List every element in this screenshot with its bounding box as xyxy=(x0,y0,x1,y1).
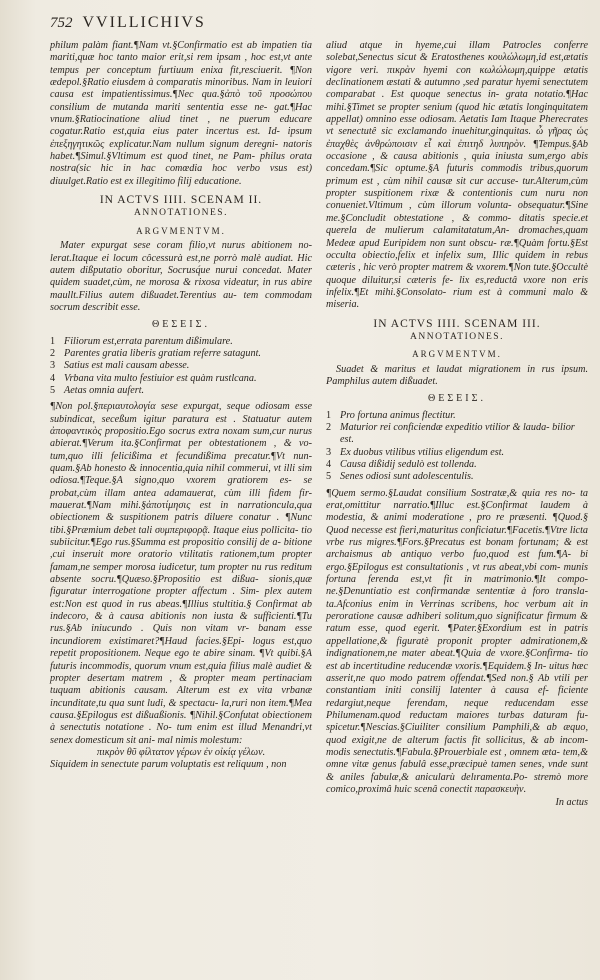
text-line: ¶Non ædepol.§Ratio eiusdem à comparatis minoribus. xyxy=(50,64,312,89)
text-line: sionis,quæ figuratur interrogatione propter affectum . Sim- xyxy=(50,574,312,598)
text-line: banam esse incundiorem existimaret?¶Haud facies.§Epi- xyxy=(50,623,312,647)
thesis-text: Senes odiosi sunt adolescentulis. xyxy=(340,471,474,483)
text-line: Nam in leuiori causa est impatientissimus.¶Nec qua.§ἀπὸ xyxy=(50,77,312,101)
text-line: subindicat, seceßum igitur paratura est . Statuatur autem xyxy=(50,413,312,425)
thesis-item xyxy=(50,373,312,385)
text-line: ipsum ἐπεξηγητικῶς explicatur.Nam nullum signum deregni- xyxy=(50,126,312,150)
thesis-text: Pro fortuna animus flectitur. xyxy=(340,409,456,421)
thesis-item xyxy=(50,348,312,360)
text-line: quam.§Ab honesto & innocentia,quia nihil commerui, vt xyxy=(50,463,284,474)
thesis-item xyxy=(326,447,588,459)
text-line: Mater quidem suadet,cùm, ne morosa & rixosa videatur, xyxy=(50,264,312,289)
text-line: tio est ab incertitudine reducendæ vxoris.¶Equidem.§ In- xyxy=(326,648,588,672)
text-line: Suadet & maritus et laudat migrationem in rus ipsum. xyxy=(336,363,588,375)
text-line: τοῦ προσώπου consilium de mutanda mariti sententia esse ne- xyxy=(50,89,312,113)
text-line: ¶Quem sermo.§Laudat consilium Sostratæ,& quia res no- xyxy=(326,487,581,499)
thesis-text: Ex duobus vtilibus vtilius eligendum est. xyxy=(340,446,505,458)
text-line: tem,& omne vitæ genus fabulâ esse,præcipuè tamen senes, xyxy=(326,746,588,771)
text-line: est) diuulget.Ratio est ex illegitimo filij educatione. xyxy=(50,163,312,187)
text-line: ¶Tempus.§Ab occasione , & causa abitionis , quia iniusta xyxy=(326,138,588,163)
thesis-text: Causa dißidij sedulò est tollenda. xyxy=(340,459,477,470)
text-line: vxorem.¶Non tute.§Occultè quoque diluitur,si cæteris fe- xyxy=(326,262,588,286)
thesis-item xyxy=(50,385,312,397)
argumentum-block xyxy=(326,364,588,389)
text-line: modis senectutis.¶Fabula.§Prouerbiale est , omnem æta- xyxy=(326,746,563,758)
text-line: licta vrbe rus migres.¶Fors.§Precatus est bonam fortunam; xyxy=(326,524,588,549)
text-line: Ab vtili per constantiam initi consilij latenter à causa ef- xyxy=(326,672,588,697)
text-line: filius malè audiet & propter desertam matrem , & propter xyxy=(50,660,312,684)
text-line: Confirmat ab indecoro, & à causa abitionis non iusta & xyxy=(50,598,312,623)
text-line: peroratione causæ adhiberi solitum,quo significatur firmum xyxy=(326,611,581,623)
argumentum-block xyxy=(50,240,312,314)
text-line: stremò more comico,proximâ huic scenâ conectit παρασκευὴν. xyxy=(326,771,588,795)
argumentum-paragraph xyxy=(50,240,312,314)
text-line: ditatis specie.et querela de mulierum calamitatatum,An- xyxy=(326,212,588,237)
text-line: natoris habet.¶Simul.§Vltimum est quod tinet, ne Pam- xyxy=(50,138,312,163)
text-line: in rus abire maullt.Filius autem dißuadet.Terentius au- xyxy=(50,277,312,301)
text-line: tribus,quorum primum est , cùm nihil causæ sit cur accuse- xyxy=(326,163,588,187)
folio-number: 752 xyxy=(50,15,73,31)
text-line: munis fortuna ferenda est,vt fit in matrimonio.¶It compo- xyxy=(326,561,588,586)
thesis-text: Parentes gratia liberis gratiam referre satagunt. xyxy=(64,347,261,359)
text-line: logus est,quo repetit propositionem. Neque ego te abire sinam. xyxy=(50,635,312,660)
text-line: obiectionem & suspitionem patris diluere conatur . ¶Nunc xyxy=(50,512,312,524)
thesis-number: 5 xyxy=(50,384,56,396)
thesis-item xyxy=(50,336,312,348)
annotationes-heading: ANNOTATIONES. xyxy=(134,208,228,219)
thesis-text: Vrbana vita multo festiuior est quàm rustlcana. xyxy=(64,372,257,384)
text-line: cum nuru non conueniet.Vltimum , cùm illorum volunta- xyxy=(326,188,589,212)
text-line: appellatione,& figuratè proponit propter admirationem,& xyxy=(326,635,588,647)
thesis-item xyxy=(326,471,588,483)
text-line: sicut & Eratosthenes κουλώλωμη,id est,ætatis vigore veri. πικρὰν hyemi con xyxy=(326,52,588,76)
left-column xyxy=(50,40,312,810)
commentary-paragraph xyxy=(326,488,588,797)
thesis-text: Filiorum est,errata parentum dißimulare. xyxy=(64,335,233,347)
greek-quotation: πικρὸν θῦ φίλτατον γέρων ἐν οἰκίᾳ γέλων. xyxy=(96,746,266,758)
commentary-paragraph xyxy=(326,40,588,312)
text-line: ne.§Denuntiatio est confirmandæ sententiæ à foro transla- xyxy=(326,586,588,598)
text-line: ta.Afconius enim in Verrinas scribens, hoc verbum ait in xyxy=(326,598,588,610)
running-head: VVILLICHIVS xyxy=(82,14,206,31)
thesis-item xyxy=(326,459,588,471)
text-line: tibi.§Præmium debet tali συμπεριφορᾷ. Itaque eius pollicita- xyxy=(50,524,302,536)
text-line: sum,ergo abis concedam.¶Sic optume.§A futuris commodis xyxy=(326,151,588,175)
page-header xyxy=(50,14,588,38)
text-line: sufficienti.¶Tu rus.§Ab iniucundo . Quis non vitam vr- xyxy=(50,611,312,635)
text-line: ὦ γῆρας ὡς ἐπαχθὲς ἀνθρώποισιν εἶ καὶ ἐπιτηδ λυπηρὸν. xyxy=(326,126,588,150)
text-line: la,ruri non item.¶Mea causa.§Epilogus est dißuaßionis. xyxy=(50,697,313,721)
text-line: aliud atque in hyeme,cui illam Patrocles conferre solebat,Senectus xyxy=(326,40,588,64)
text-line: Hic autem dißputatio oboritur, Socrusq́ue nurui concedat. xyxy=(50,252,312,276)
text-line: ræ.¶Quàm fortu.§Est occulta obiectio,felix et infelix sum, xyxy=(326,237,588,261)
right-column xyxy=(326,40,588,810)
text-line: ficiente redargiut,neque ferendam, neque reducendam esse xyxy=(326,685,588,709)
text-line: educare cogatur.Ratio est,quia eius pater incertus est. Id- xyxy=(50,114,312,138)
text-line: vnde sunt & aniles fabulæ,& anicularù delıramenta.Po- xyxy=(326,759,588,783)
text-line: ta erat,omittitur narratio.¶Illuc est.§Confirmat laudem à xyxy=(326,487,588,512)
thesis-number: 2 xyxy=(326,421,332,433)
text-line: dromaches,quam Medeæ apud Euripidem non sunt obscu- xyxy=(326,225,588,249)
thesis-text: Maturior rei conficiendæ expeditio vtilior & lauda- bilior est. xyxy=(340,421,575,446)
thesis-number: 4 xyxy=(326,459,332,470)
text-line: ¶Non pol.§περιαυτολογία sese expurgat, seque odiosam esse xyxy=(50,401,312,413)
text-line: uitus hæc asserit,ne quo modo patrem offendat.¶Sed non.§ xyxy=(326,660,588,684)
thesis-item xyxy=(326,410,588,422)
thesis-text: Satius est mali causam abesse. xyxy=(64,360,190,372)
thesis-number: 5 xyxy=(326,471,332,483)
text-line: grata notatio.¶Hac mihi.§Timet se propter senium (quod xyxy=(326,89,588,113)
text-line: meam pertinaciam tuquam abitionis causam. Alterum est xyxy=(50,672,313,697)
text-line: lerat.Itaque ei locum côcessurà est,ne porrò malè audiat. xyxy=(50,252,298,264)
text-line: Pamphilus autem dißuadet. xyxy=(326,375,438,387)
thesis-number: 3 xyxy=(326,446,332,458)
text-line: ex vita vrbanæ incunditate,tu qua sunt ludi, & spectacu- xyxy=(50,685,312,709)
text-line: rus reditum absente socru.¶Quæso.§Propositio est dißua- xyxy=(50,561,312,586)
thesis-number: 1 xyxy=(50,335,56,347)
text-line: indignationem,ne mater abeat.¶Quia de vxore.§Confirma- xyxy=(326,648,578,660)
text-line: ¶Vt quibi.§A futuris incommodis, quorum vnum est,quia xyxy=(50,648,312,672)
text-line: & est archaismus ab antiquo verbo fuo,quod est fum.¶A- xyxy=(326,537,589,561)
text-line: Quod necesse est fieri,maturitus conficiatur.¶Facetis.¶Vtre xyxy=(326,524,570,536)
text-line: modestia, & animi moderatione , pro re præsenti. ¶Quod.§ xyxy=(326,512,588,524)
text-line: rium est à communi malo & miseria. xyxy=(326,286,589,311)
thesis-list xyxy=(326,410,588,484)
text-line: mauerat.¶Nam mihi.§ἀποτίμησις est in narrationcula,qua xyxy=(50,500,312,512)
text-line: se probat,cùm illam antea adamauerat, cùm illi fidem fir- xyxy=(50,475,312,499)
text-line: hic ætatis longinquitatem appellat) omnino esse odiosam. Aetatis Iam xyxy=(326,101,588,126)
text-line: ἀποφαντικὸς propositio.Ego socrus extra noxam sum,cur nurus xyxy=(50,425,312,437)
text-line: lix es,reductâ vxore non eris infelix.¶Et mihi.§Consolato- xyxy=(326,274,588,298)
text-line: Mater expurgat sese coram filio,vt nurus abitionem no- xyxy=(60,240,312,252)
text-line: Itaque Pherecrates vt senectutê sic exclamando inuehitur,ginquitas. xyxy=(326,114,588,138)
text-line: κωλώλωμη,quippe ætatis declinationem æstati & autumno ,sed paratur xyxy=(326,64,588,89)
text-line: hyemi senectutem comparabat . Est quoque senectus in- xyxy=(326,77,588,101)
text-line: philus orata nostra(sic hic in hac comœdia hoc verbo vsus xyxy=(50,151,312,175)
text-line: tum enim est illud Menandri,vt senex domesticum sit ani- xyxy=(50,722,312,746)
text-line: obsequatur.¶Sine me.§Concludit obtestatione , & commo- xyxy=(326,200,588,224)
text-line: illi sim odiosa.¶Teque.§A signo,quo vxorem gratiorem es- xyxy=(50,463,312,487)
text-line: tem commodam socrum describit esse. xyxy=(50,289,312,313)
text-line: tur.Alterum,cùm propter suspitionem rixæ & contentionis xyxy=(326,175,588,200)
text-line: gat.¶Hac vnum.§Ratiocinatione aliud tinet , ne puerum xyxy=(50,101,312,126)
scene-heading: IN ACTVS IIII. SCENAM III. xyxy=(373,317,541,330)
text-line: quod exigit,ne de alterum factis fit sollicitus, & ab incom- xyxy=(326,734,588,746)
text-line: abierat.¶Verum ita.§Confirmat per obtestationem , & vo- xyxy=(50,438,312,450)
argumentum-paragraph xyxy=(326,364,588,389)
text-line: Illic quidem in rebus cæteris , hic verò propter matrem & xyxy=(326,249,588,274)
thesis-number: 3 xyxy=(50,360,56,372)
text-line: spicetur.¶Nescias.§Ciuiliter consilium Pamphili,& ab æquo, xyxy=(326,722,588,734)
text-line: & ratum esse, quod egerit. ¶Pater.§Exordium est in patris xyxy=(326,611,588,635)
thesis-number: 4 xyxy=(50,372,56,384)
commentary-paragraph xyxy=(50,759,312,771)
thesis-text: Aetas omnia aufert. xyxy=(64,384,145,396)
argumentum-heading: ARGVMENTVM. xyxy=(412,349,502,360)
text-line: ¶Nihil.§Confutat obiectionem à senectutis notatione . No- xyxy=(50,709,312,734)
thesis-number: 1 xyxy=(326,409,332,421)
thesis-list xyxy=(50,336,312,398)
text-line: ante tempus per conceptum furtiuum enixa fit,resciuerit. xyxy=(50,52,312,76)
text-line: plex autem est:Non est quod in rus abeas.¶Illius stultitia.§ xyxy=(50,586,312,610)
text-line: philum palàm fiant.¶Nam vt.§Confirmatio est ab impatien xyxy=(50,40,302,51)
thesis-item xyxy=(326,422,588,447)
commentary-paragraph xyxy=(50,40,312,188)
argumentum-heading: ARGVMENTVM. xyxy=(136,225,226,236)
theseis-heading: ΘΕΣΕΙΣ. xyxy=(428,393,486,405)
text-line: bitione ,cui inseruit more oratorio vtilitatis rationem,tum xyxy=(50,537,312,561)
annotationes-heading: ANNOTATIONES. xyxy=(410,331,504,342)
text-line: mal nimis molestum: xyxy=(157,734,243,746)
theseis-heading: ΘΕΣΕΙΣ. xyxy=(152,319,210,331)
text-line: tum,quo illi felicißima et fecundißima precatur.¶Vt nun- xyxy=(50,450,312,462)
text-line: tio subiicitur.¶Ego rus.§Summa est propositio consilij de a- xyxy=(50,524,312,549)
thesis-item xyxy=(50,360,312,372)
text-line: Philumenam.quod reductam maiores turbas daturam fu- xyxy=(326,709,588,721)
text-line: Siquidem in senectute parum voluptatis est reliquum , non xyxy=(50,759,287,771)
catchword: In actus xyxy=(555,797,588,809)
scene-heading: IN ACTVS IIII. SCENAM II. xyxy=(99,194,263,207)
thesis-number: 2 xyxy=(50,347,56,359)
text-line: bi ergo.§Epilogus est consultationis , vt rus abeat,vbi com- xyxy=(326,549,588,573)
commentary-paragraph xyxy=(50,401,312,747)
two-column-body xyxy=(50,40,588,810)
text-line: tia mariti,quæ hoc tanto maior erit,si rem ipsam , hoc est,vt xyxy=(50,40,312,64)
text-line: propter famam,ne semper morosa iudicetur, tum propter nu xyxy=(50,549,312,573)
